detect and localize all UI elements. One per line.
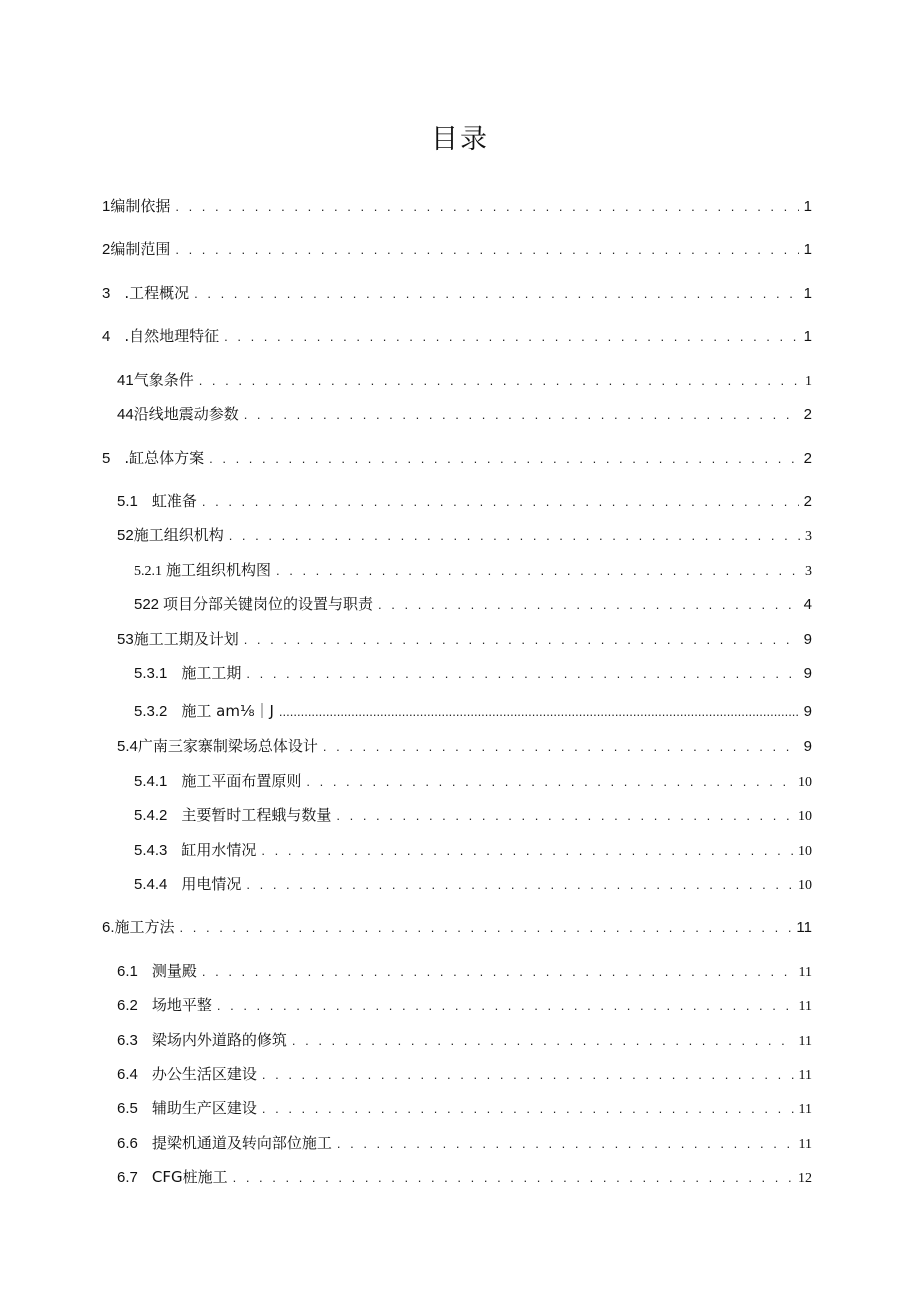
toc-entry-page: 10 — [798, 878, 812, 893]
toc-entry-title: 施工平面布置原则 — [181, 772, 302, 790]
toc-entry-page: 2 — [803, 450, 812, 467]
toc-entry-number: 41 — [117, 372, 134, 389]
toc-entry[interactable] — [117, 491, 812, 512]
toc-entry-number: 6.1 — [117, 963, 138, 980]
toc-entry-number: 1 — [102, 198, 111, 215]
toc-entry-title: 编制范围 — [110, 240, 171, 258]
toc-entry-number: 6.6 — [117, 1135, 138, 1152]
toc-entry-page: 1 — [803, 241, 812, 258]
toc-leader — [175, 197, 798, 217]
toc-leader — [194, 284, 799, 304]
toc-entry[interactable] — [117, 629, 812, 650]
toc-entry-page: 1 — [803, 198, 812, 215]
toc-entry-title: 施工方法 — [114, 918, 175, 936]
toc-entry-number: 5.1 — [117, 493, 138, 510]
toc-entry-number: 2 — [102, 241, 111, 258]
toc-entry[interactable] — [102, 196, 812, 217]
toc-entry-number: 5.3.2 — [134, 703, 168, 720]
toc-entry-title: CFG桩施工 — [151, 1168, 228, 1186]
toc-leader — [246, 664, 798, 684]
toc-entry[interactable] — [117, 1064, 812, 1086]
toc-leader — [199, 371, 800, 391]
toc-entry-number: 3 — [102, 285, 111, 302]
toc-entry[interactable] — [102, 283, 812, 304]
toc-leader — [209, 449, 799, 469]
toc-entry-title: .缸总体方案 — [124, 449, 205, 467]
toc-entry[interactable] — [117, 370, 812, 392]
toc-entry[interactable] — [134, 771, 812, 793]
toc-leader — [180, 918, 792, 938]
toc-entry[interactable] — [102, 239, 812, 260]
toc-entry-number: 6.5 — [117, 1100, 138, 1117]
toc-entry[interactable] — [117, 961, 812, 983]
toc-leader — [224, 327, 799, 347]
toc-entry-title: 场地平整 — [151, 996, 212, 1014]
toc-leader — [336, 806, 793, 826]
toc-entry-title: 测量殿 — [151, 962, 197, 980]
toc-entry[interactable] — [117, 525, 812, 547]
toc-entry-title: 气象条件 — [133, 371, 194, 389]
toc-entry[interactable] — [102, 326, 812, 347]
toc-entry-page: 11 — [796, 919, 812, 936]
toc-entry-page: 2 — [803, 493, 812, 510]
toc-entry[interactable] — [102, 448, 812, 469]
toc-entry[interactable] — [117, 736, 812, 757]
toc-leader — [262, 1099, 794, 1119]
toc-entry-page: 11 — [798, 965, 812, 980]
toc-entry-number: 6.4 — [117, 1066, 138, 1083]
toc-entry-title: 施工 am⅛｜J — [181, 702, 274, 720]
toc-entry[interactable] — [117, 1098, 812, 1120]
toc-leader — [323, 737, 799, 757]
toc-entry-number: 5.4.2 — [134, 807, 168, 824]
toc-leader — [202, 962, 794, 982]
toc-leader — [262, 1065, 794, 1085]
toc-entry[interactable] — [134, 560, 812, 582]
toc-entry-number: 6.3 — [117, 1032, 138, 1049]
toc-entry-title: 梁场内外道路的修筑 — [151, 1031, 287, 1049]
toc-leader — [233, 1168, 793, 1188]
toc-entry-page: 11 — [798, 999, 812, 1014]
toc-leader — [276, 561, 800, 581]
toc-entry-page: 11 — [798, 1068, 812, 1083]
toc-entry-page: 1 — [803, 328, 812, 345]
toc-entry-page: 9 — [803, 665, 812, 682]
toc-entry[interactable] — [134, 663, 812, 684]
toc-leader — [175, 240, 798, 260]
toc-entry-page: 9 — [803, 631, 812, 648]
toc-entry-title: 施工工期 — [181, 664, 242, 682]
toc-entry-page: 9 — [803, 738, 812, 755]
toc-entry[interactable] — [117, 1167, 812, 1189]
toc-leader — [244, 405, 799, 425]
toc-entry-title: 施工组织机构 — [133, 526, 224, 544]
toc-entry-page: 9 — [803, 703, 812, 720]
toc-entry-number: 5.4.3 — [134, 842, 168, 859]
toc-entry-title: 广南三家寨制梁场总体设计 — [137, 737, 318, 755]
toc-entry[interactable] — [102, 917, 812, 938]
toc-leader — [217, 996, 794, 1016]
toc-entry[interactable] — [117, 404, 812, 425]
toc-entry-title: 缸用水情况 — [181, 841, 257, 859]
toc-entry-title: 辅助生产区建设 — [151, 1099, 257, 1117]
toc-entry-title: .自然地理特征 — [124, 327, 220, 345]
toc-entry-number: 522 — [134, 596, 160, 613]
toc-entry[interactable] — [134, 805, 812, 827]
toc-entry-title: .工程概况 — [124, 284, 190, 302]
toc-entry-number: 53 — [117, 631, 134, 648]
toc-entry-page: 11 — [798, 1102, 812, 1117]
toc-entry-page: 10 — [798, 844, 812, 859]
toc-entry[interactable] — [134, 874, 812, 896]
toc-entry-number: 5.4.4 — [134, 876, 168, 893]
toc-entry-title: 沿线地震动参数 — [133, 405, 239, 423]
toc-entry-number: 44 — [117, 406, 134, 423]
toc-entry-title: 虹准备 — [151, 492, 197, 510]
toc-entry-title: 施工工期及计划 — [133, 630, 239, 648]
toc-leader — [306, 772, 793, 792]
toc-entry-page: 1 — [805, 374, 812, 389]
toc-leader — [244, 630, 799, 650]
toc-entry-title: 项目分部关键岗位的设置与职责 — [163, 595, 374, 613]
toc-entry-number: 6. — [102, 919, 115, 936]
toc-leader — [378, 595, 799, 615]
toc-entry-title: 用电情况 — [181, 875, 242, 893]
toc-entry[interactable] — [117, 1133, 812, 1155]
toc-entry-title: 提梁机通道及转向部位施工 — [151, 1134, 332, 1152]
toc-entry-page: 1 — [803, 285, 812, 302]
toc-entry-title: 编制依据 — [110, 197, 171, 215]
toc-leader — [292, 1031, 794, 1051]
toc-entry-page: 10 — [798, 809, 812, 824]
toc-entry[interactable] — [117, 995, 812, 1017]
toc-entry[interactable] — [134, 840, 812, 862]
toc-entry-number: 5.3.1 — [134, 665, 168, 682]
toc-leader — [229, 526, 800, 546]
toc-entry-number: 4 — [102, 328, 111, 345]
toc-leader — [246, 875, 793, 895]
toc-entry-page: 12 — [798, 1171, 812, 1186]
toc-entry-number: 5.4.1 — [134, 773, 168, 790]
toc-entry-page: 10 — [798, 775, 812, 790]
toc-entry-page: 3 — [805, 564, 812, 579]
toc-entry-page: 4 — [803, 596, 812, 613]
toc-entry-page: 3 — [805, 529, 812, 544]
toc-leader — [279, 702, 799, 722]
toc-entry-page: 11 — [798, 1034, 812, 1049]
toc-entry-page: 11 — [798, 1137, 812, 1152]
toc-entry-number: 5.4 — [117, 738, 138, 755]
toc-entry-title: 施工组织机构图 — [166, 561, 272, 579]
toc-entry-number: 52 — [117, 527, 134, 544]
toc-entry-number: 5 — [102, 450, 111, 467]
toc-entry[interactable] — [117, 1030, 812, 1052]
toc-leader — [337, 1134, 794, 1154]
toc-entry-title: 办公生活区建设 — [151, 1065, 257, 1083]
toc-entry-title: 主要暂时工程蛾与数量 — [181, 806, 332, 824]
toc-entry-number: 5.2.1 — [134, 564, 162, 579]
toc-entry-page: 2 — [803, 406, 812, 423]
page-title: 目录 — [431, 124, 489, 155]
toc-leader — [202, 492, 799, 512]
toc-entry-number: 6.2 — [117, 997, 138, 1014]
toc-leader — [261, 841, 793, 861]
toc-entry[interactable] — [134, 701, 812, 722]
toc-entry[interactable] — [134, 594, 812, 615]
toc-entry-number: 6.7 — [117, 1169, 138, 1186]
